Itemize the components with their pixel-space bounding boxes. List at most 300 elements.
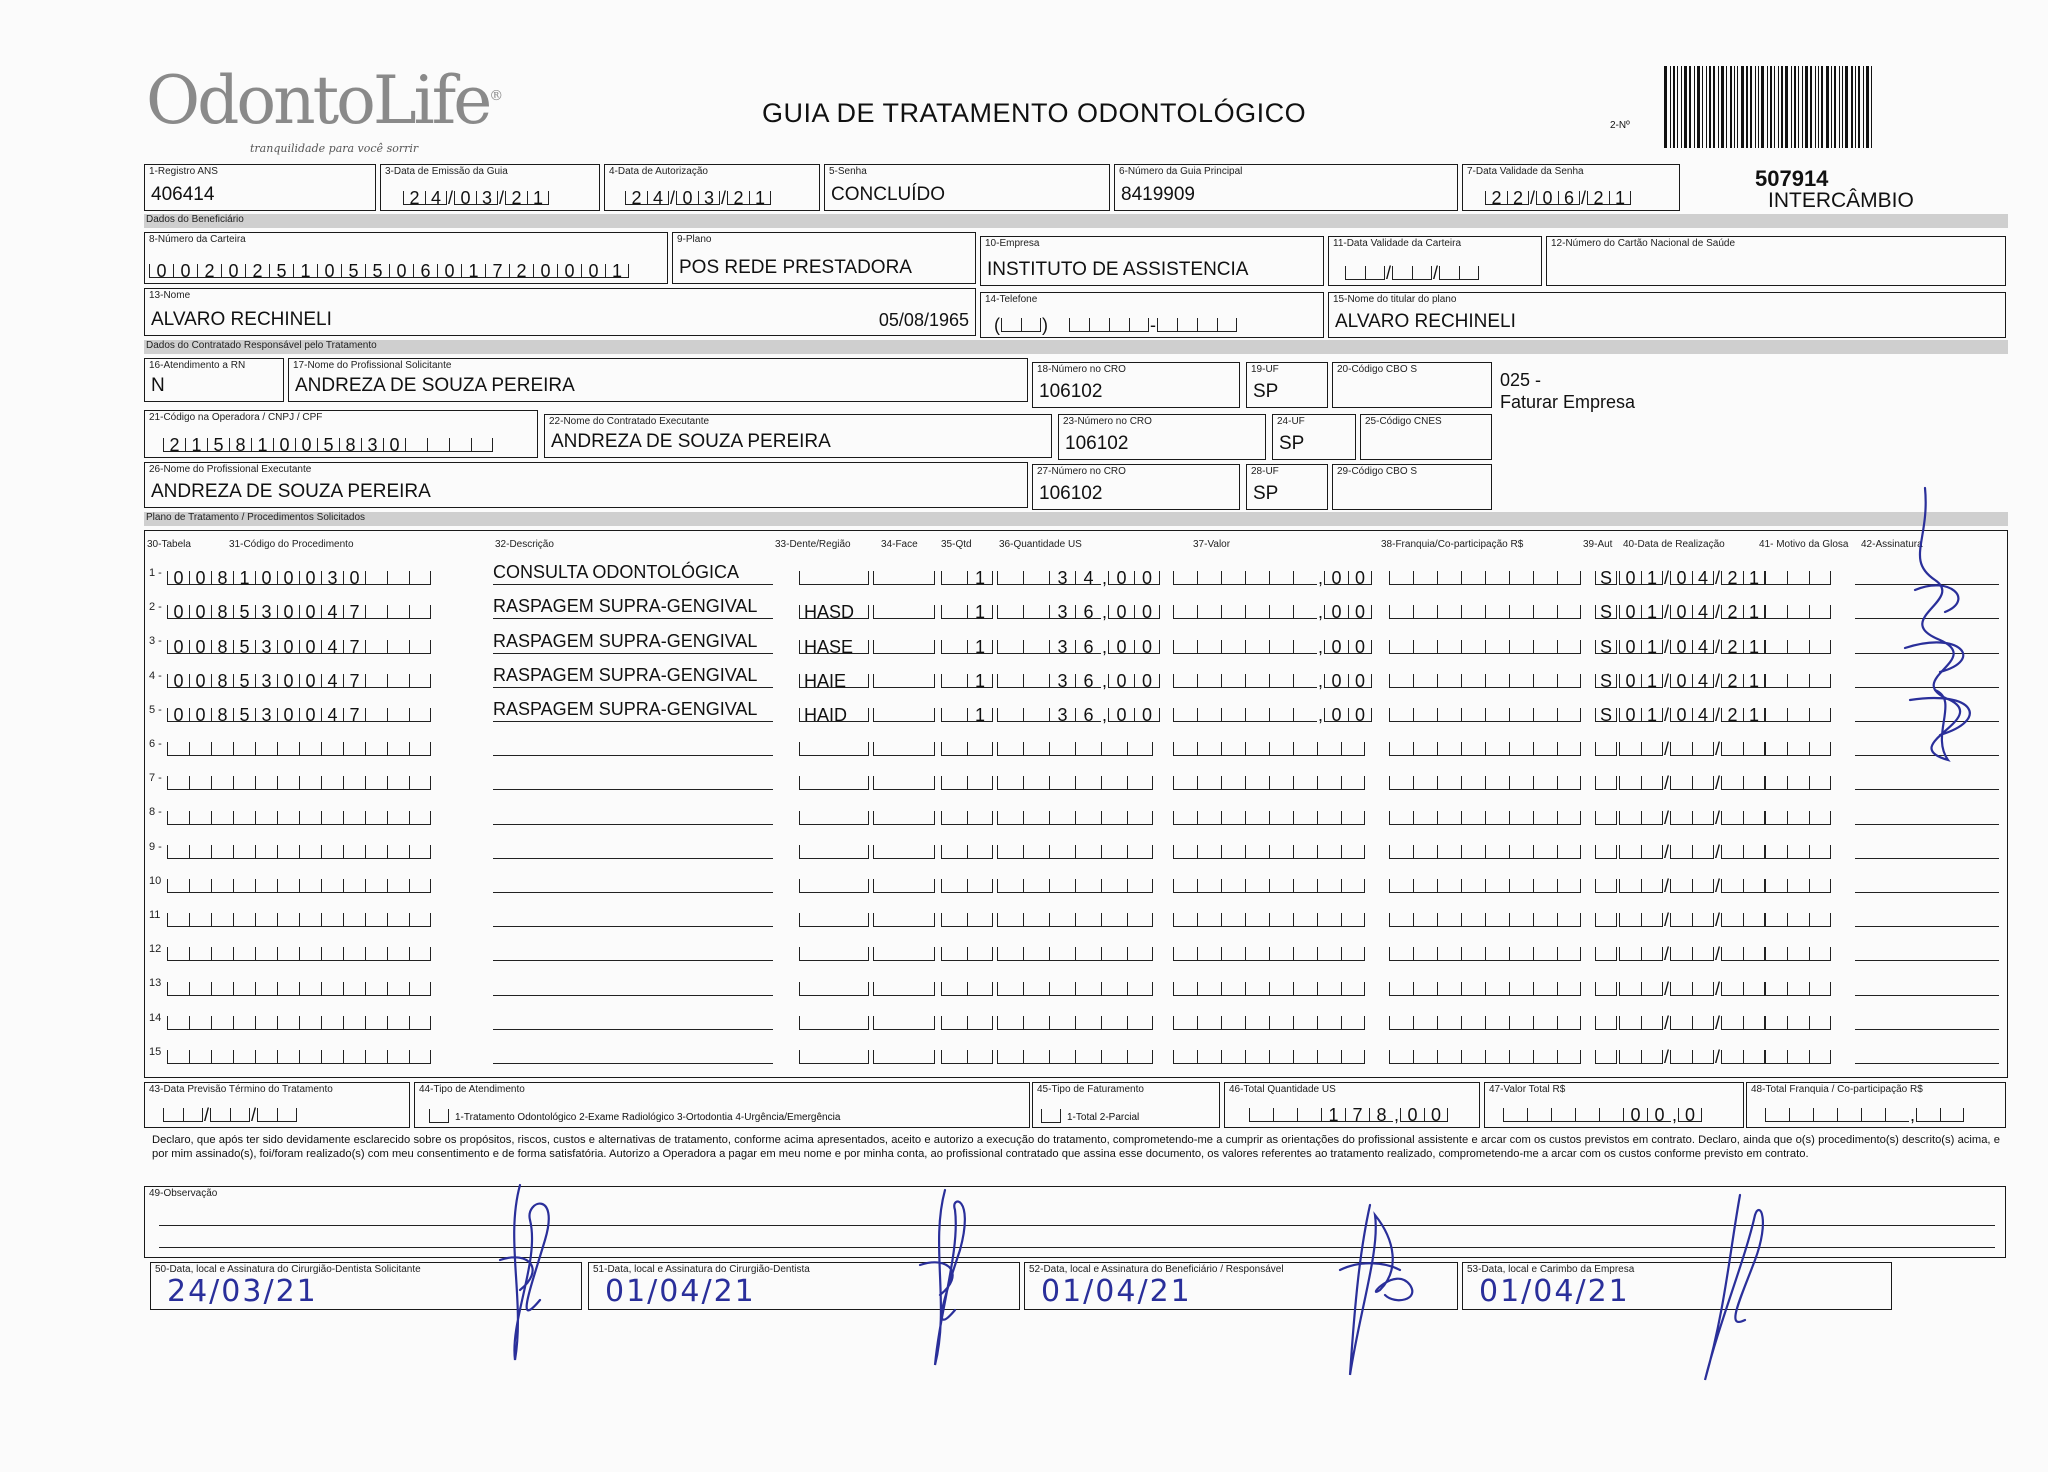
section-contratado-title: Dados do Contratado Responsável pelo Tratamento [146,340,377,351]
cell-separator: / [1715,807,1721,828]
digit-cell: 0 [273,438,295,452]
digit-cell: 0 [1134,674,1160,688]
digit-cell: 1 [1743,571,1765,585]
prof-solicitante-label: 17-Nome do Profissional Solicitante [293,360,452,371]
col-assinatura: 42-Assinatura [1861,539,1923,550]
digit-cell: 1 [1743,708,1765,722]
digit-cell: 0 [1134,708,1160,722]
digit-cell: 1 [1641,605,1663,619]
cod-operadora-label: 21-Código na Operadora / CNPJ / CPF [149,412,323,423]
cell-separator: / [1715,670,1721,691]
prof-solicitante-value: ANDREZA DE SOUZA PEREIRA [295,375,575,396]
cell-separator: , [1102,704,1108,725]
digit-cell: 0 [383,438,405,452]
data-emissao-label: 3-Data de Emissão da Guia [385,166,508,177]
digit-cell: 1 [1641,674,1663,688]
guia-principal-value: 8419909 [1121,184,1195,205]
registro-ans-value: 406414 [151,184,215,205]
tipo-faturamento-options: 1-Total 2-Parcial [1067,1112,1140,1123]
digit-cell: 0 [189,674,211,688]
digit-cell: 8 [1369,1108,1393,1122]
cell-separator: , [1318,670,1324,691]
digit-cell: 1 [1641,571,1663,585]
dente-value: HASD [799,605,869,619]
digit-cell: 0 [1647,1108,1671,1122]
digit-cell: 0 [1324,605,1348,619]
digit-cell: 1 [967,674,993,688]
digit-cell: 0 [173,264,197,278]
atendimento-rn-value: N [151,375,165,396]
digit-cell: 0 [437,264,461,278]
digit-cell: 2 [197,264,221,278]
cell-separator: / [1715,1046,1721,1067]
digit-cell: 7 [343,708,365,722]
cell-separator: / [204,1105,210,1125]
digit-cell: 1 [967,605,993,619]
digit-cell: 0 [1424,1108,1448,1122]
digit-cell: 8 [211,674,233,688]
digit-cell: 2 [1721,708,1743,722]
cbo-prof-label: 29-Código CBO S [1337,466,1418,477]
cell-separator: / [1715,568,1721,589]
cell-separator: / [1715,875,1721,896]
cell-separator: / [1664,910,1670,931]
procedure-description: RASPAGEM SUPRA-GENGIVAL [493,664,758,685]
guide-number: 507914 [1755,166,1829,191]
validade-senha-label: 7-Data Validade da Senha [1467,166,1584,177]
digit-cell: 0 [1619,571,1641,585]
cell-separator: / [1715,602,1721,623]
digit-cell: 4 [425,191,447,205]
digit-cell: 0 [1619,640,1641,654]
digit-cell: 3 [1049,708,1075,722]
cell-separator: / [1664,739,1670,760]
cell-separator: / [1715,978,1721,999]
cell-separator: / [1664,704,1670,725]
digit-cell: 0 [299,708,321,722]
digit-cell: 2 [505,191,527,205]
senha-label: 5-Senha [829,166,867,177]
digit-cell: 0 [1108,640,1134,654]
row-number: 2 - [149,601,162,614]
digit-cell: 0 [277,674,299,688]
digit-cell: 2 [163,438,185,452]
digit-cell: 7 [343,605,365,619]
digit-cell: 0 [299,571,321,585]
guide-number-label: 2-Nº [1610,120,1630,131]
signature-50 [500,1185,549,1360]
digit-cell: 0 [189,605,211,619]
cell-separator: / [1715,841,1721,862]
sig50-label: 50-Data, local e Assinatura do Cirurgião-Dentista Solicitante [155,1264,421,1275]
digit-cell: 1 [967,571,993,585]
digit-cell: 0 [189,571,211,585]
row-number: 4 - [149,669,162,682]
digit-cell: 4 [1692,708,1714,722]
digit-cell: 0 [1536,191,1558,205]
procedure-description: RASPAGEM SUPRA-GENGIVAL [493,596,758,617]
digit-cell: 0 [317,264,341,278]
col-dente: 33-Dente/Região [775,539,851,550]
digit-cell: 1 [1743,640,1765,654]
digit-cell: 0 [1670,605,1692,619]
cns-label: 12-Número do Cartão Nacional de Saúde [1551,238,1735,249]
cell-separator: , [1102,602,1108,623]
declaration-text: Declaro, que após ter sido devidamente esclarecido sobre os propósitos, riscos, custos e alternativas de tratamento, conforme acima apresentados, aceito e autorizo a execução do tratamento, comprometendo-me a cumprir as orientações do profissional assistente e arcar com os custos previstos em contrato. Declaro, ainda que o(s) procedimento(s) descrito(s) acima, e por mim assinado(s), foi/foram realizado(s) com meu consentimento e de forma satisfatória. Autorizo a Operadora a pagar em meu nome e por minha conta, ao profissional contratado que assina esse documento, os valores referentes ao tratamento realizado, comprometendo-me a arcar com os custos conforme previsto em contrato. [152,1134,2000,1160]
digit-cell: 0 [1348,605,1372,619]
digit-cell: 0 [1324,674,1348,688]
cell-separator: / [1715,1012,1721,1033]
col-qtd-us: 36-Quantidade US [999,539,1082,550]
cell-separator: / [1664,944,1670,965]
cell-separator: / [1664,636,1670,657]
cell-separator: / [1664,875,1670,896]
sig52-label: 52-Data, local e Assinatura do Beneficiário / Responsável [1029,1264,1284,1275]
digit-cell: S [1595,605,1617,619]
digit-cell: 6 [413,264,437,278]
tipo-faturamento-label: 45-Tipo de Faturamento [1037,1084,1144,1095]
digit-cell: 0 [167,640,189,654]
sig53-label: 53-Data, local e Carimbo da Empresa [1467,1264,1635,1275]
cell-separator: / [1581,188,1587,208]
registro-ans-label: 1-Registro ANS [149,166,218,177]
row-number: 15 [149,1045,162,1058]
digit-cell: 8 [211,571,233,585]
digit-cell: 3 [321,571,343,585]
row-number: 12 [149,943,162,956]
cell-separator: , [1318,602,1324,623]
digit-cell: 0 [167,605,189,619]
cell-separator: / [1664,841,1670,862]
digit-cell: S [1595,674,1617,688]
dente-value: HAID [799,708,869,722]
valor-total-label: 47-Valor Total R$ [1489,1084,1566,1095]
col-tabela: 30-Tabela [147,539,191,550]
plano-value: POS REDE PRESTADORA [679,257,912,278]
digit-cell: 1 [1641,640,1663,654]
sig51-label: 51-Data, local e Assinatura do Cirurgião-Dentista [593,1264,810,1275]
digit-cell: 6 [1075,605,1101,619]
digit-cell: 0 [676,191,698,205]
digit-cell: 0 [189,640,211,654]
signature-52 [1340,1205,1412,1375]
digit-cell: 0 [1348,571,1372,585]
digit-cell: 2 [625,191,647,205]
digit-cell: 0 [1400,1108,1424,1122]
senha-value: CONCLUÍDO [831,184,946,205]
row-number: 8 - [149,806,162,819]
guia-principal-label: 6-Número da Guia Principal [1119,166,1243,177]
digit-cell: 0 [1108,708,1134,722]
uf-prof-value: SP [1253,483,1279,504]
cell-separator: / [1664,670,1670,691]
digit-cell: 0 [1670,640,1692,654]
form-title: GUIA DE TRATAMENTO ODONTOLÓGICO [762,98,1307,128]
observacao-label: 49-Observação [149,1188,218,1199]
digit-cell: 1 [1743,605,1765,619]
digit-cell: 6 [1075,640,1101,654]
digit-cell: 0 [1324,571,1348,585]
digit-cell: 2 [1485,191,1507,205]
digit-cell: 0 [1619,674,1641,688]
col-franquia: 38-Franquia/Co-participação R$ [1381,539,1524,550]
col-motivo-glosa: 41- Motivo da Glosa [1759,539,1849,550]
carteira-label: 8-Número da Carteira [149,234,246,245]
digit-cell: S [1595,640,1617,654]
digit-cell: 7 [1345,1108,1369,1122]
validade-carteira-label: 11-Data Validade da Carteira [1333,238,1462,249]
digit-cell: 3 [255,674,277,688]
cell-separator: / [1664,568,1670,589]
digit-cell: 0 [221,264,245,278]
digit-cell: 4 [321,708,343,722]
digit-cell: 2 [727,191,749,205]
digit-cell: 1 [967,708,993,722]
digit-cell: 3 [1049,605,1075,619]
digit-cell: 0 [1678,1108,1702,1122]
logo-text: OdontoLife [146,62,490,139]
sig52-date: 01/04/21 [1041,1274,1192,1309]
col-data-realizacao: 40-Data de Realização [1623,539,1725,550]
digit-cell: 4 [1692,640,1714,654]
dente-value: HAIE [799,674,869,688]
digit-cell: 0 [1134,640,1160,654]
titular-label: 15-Nome do titular do plano [1333,294,1457,305]
procedure-description: RASPAGEM SUPRA-GENGIVAL [493,630,758,651]
row-number: 3 - [149,635,162,648]
cnes-label: 25-Código CNES [1365,416,1442,427]
digit-cell: 8 [339,438,361,452]
section-beneficiario-title: Dados do Beneficiário [146,214,244,225]
uf-sol-value: SP [1253,381,1279,402]
cro-exec-label: 23-Número no CRO [1063,416,1152,427]
digit-cell: 0 [255,571,277,585]
digit-cell: 2 [1721,571,1743,585]
digit-cell: 0 [1670,674,1692,688]
guide-type: INTERCÂMBIO [1768,189,1914,212]
digit-cell: 4 [1692,605,1714,619]
data-autorizacao-label: 4-Data de Autorização [609,166,708,177]
digit-cell: 0 [277,640,299,654]
cell-separator: / [1715,704,1721,725]
digit-cell: 0 [1134,571,1160,585]
digit-cell: 0 [1670,708,1692,722]
cell-separator: / [1715,910,1721,931]
cell-separator: / [1433,263,1439,283]
col-valor: 37-Valor [1193,539,1231,550]
digit-cell: 3 [255,708,277,722]
digit-cell: 4 [1692,571,1714,585]
digit-cell: 0 [1324,708,1348,722]
row-number: 9 - [149,840,162,853]
uf-prof-label: 28-UF [1251,466,1279,477]
digit-cell: 3 [255,640,277,654]
digit-cell: 0 [167,571,189,585]
digit-cell: 2 [1587,191,1609,205]
col-face: 34-Face [881,539,918,550]
row-number: 14 [149,1011,162,1024]
contratado-exec-value: ANDREZA DE SOUZA PEREIRA [551,431,831,452]
cro-prof-value: 106102 [1039,483,1103,504]
previsao-label: 43-Data Previsão Término do Tratamento [149,1084,333,1095]
digit-cell: 0 [295,438,317,452]
nome-value: ALVARO RECHINELI [151,309,332,330]
cro-sol-label: 18-Número no CRO [1037,364,1126,375]
section-plano-title: Plano de Tratamento / Procedimentos Solicitados [146,512,366,523]
row-number: 6 - [149,738,162,750]
total-franquia-label: 48-Total Franquia / Co-participação R$ [1751,1084,1923,1095]
digit-cell: 2 [245,264,269,278]
digit-cell: 2 [1721,605,1743,619]
telefone-label: 14-Telefone [985,294,1038,305]
logo-tagline: tranquilidade para você sorrir [250,142,419,155]
digit-cell: 0 [1108,605,1134,619]
cell-separator: , [1394,1105,1400,1125]
digit-cell: 0 [343,571,365,585]
cell-separator: / [1715,773,1721,794]
digit-cell: 0 [299,674,321,688]
digit-cell: 5 [341,264,365,278]
digit-cell: 6 [1558,191,1580,205]
titular-value: ALVARO RECHINELI [1335,311,1516,332]
prof-exec-value: ANDREZA DE SOUZA PEREIRA [151,481,431,502]
digit-cell: 2 [1507,191,1529,205]
digit-cell: 0 [277,605,299,619]
digit-cell: 1 [1321,1108,1345,1122]
col-aut: 39-Aut [1583,539,1613,550]
procedure-description: CONSULTA ODONTOLÓGICA [493,562,740,583]
digit-cell: 5 [233,674,255,688]
cell-separator: , [1318,636,1324,657]
row-number: 5 - [149,703,162,716]
contratado-exec-label: 22-Nome do Contratado Executante [549,416,710,427]
digit-cell: 4 [1075,571,1101,585]
cell-separator: / [670,188,676,208]
digit-cell: 3 [476,191,498,205]
digit-cell: 1 [293,264,317,278]
digit-cell: 0 [1324,640,1348,654]
digit-cell: 7 [485,264,509,278]
phone-paren: ( [994,315,1000,335]
cell-separator: - [1150,315,1156,335]
empresa-value: INSTITUTO DE ASSISTENCIA [987,259,1249,280]
digit-cell: 0 [454,191,476,205]
digit-cell: 0 [189,708,211,722]
digit-cell: 0 [167,708,189,722]
digit-cell: 0 [1619,708,1641,722]
birth-date: 05/08/1965 [878,310,969,330]
digit-cell: 1 [461,264,485,278]
digit-cell: 0 [1348,674,1372,688]
digit-cell: 0 [1108,674,1134,688]
digit-cell: 4 [321,674,343,688]
atendimento-rn-label: 16-Atendimento a RN [149,360,246,371]
digit-cell: 7 [343,640,365,654]
cell-separator: , [1102,670,1108,691]
digit-cell: 1 [1641,708,1663,722]
digit-cell: 0 [149,264,173,278]
cell-separator: / [1530,188,1536,208]
uf-exec-value: SP [1279,433,1305,454]
digit-cell: 3 [361,438,383,452]
nome-label: 13-Nome [149,290,191,301]
signature-53 [1705,1195,1763,1380]
phone-paren: ) [1042,315,1048,335]
digit-cell: 4 [321,605,343,619]
digit-cell: 3 [698,191,720,205]
plano-label: 9-Plano [677,234,712,245]
col-qtd: 35-Qtd [941,539,972,550]
signature-column-scribble [1905,488,1970,760]
digit-cell: 5 [233,640,255,654]
digit-cell: 2 [509,264,533,278]
digit-cell: 0 [299,640,321,654]
digit-cell: 3 [1049,674,1075,688]
cbo-sol-label: 20-Código CBO S [1337,364,1418,375]
digit-cell: 3 [1049,571,1075,585]
cell-separator: / [1664,773,1670,794]
row-number: 11 [149,909,161,921]
cell-separator: / [1664,807,1670,828]
prof-exec-label: 26-Nome do Profissional Executante [149,464,312,475]
digit-cell: 0 [533,264,557,278]
digit-cell: 0 [277,571,299,585]
row-number: 1 - [149,567,162,579]
cell-separator: , [1318,568,1324,589]
cell-separator: / [721,188,727,208]
digit-cell: 8 [229,438,251,452]
cell-separator: / [1715,739,1721,760]
digit-cell: 5 [317,438,339,452]
digit-cell: 8 [211,708,233,722]
sig53-date: 01/04/21 [1479,1274,1630,1309]
digit-cell: 1 [233,571,255,585]
row-number: 10 [149,874,162,887]
cro-sol-value: 106102 [1039,381,1103,402]
cell-separator: / [448,188,454,208]
side-note-billing: Faturar Empresa [1500,392,1636,412]
digit-cell: 2 [1721,640,1743,654]
digit-cell: 1 [749,191,771,205]
digit-cell: 0 [1623,1108,1647,1122]
digit-cell: 0 [1619,605,1641,619]
cro-exec-value: 106102 [1065,433,1129,454]
sig51-date: 01/04/21 [605,1274,756,1309]
tipo-atendimento-options: 1-Tratamento Odontológico 2-Exame Radiológico 3-Ortodontia 4-Urgência/Emergência [455,1112,841,1123]
digit-cell: 6 [1075,708,1101,722]
cell-separator: , [1672,1105,1678,1125]
digit-cell: 0 [557,264,581,278]
cell-separator: , [1102,636,1108,657]
cell-separator: , [1910,1105,1916,1125]
digit-cell: S [1595,708,1617,722]
digit-cell: 5 [269,264,293,278]
signature-51 [920,1190,965,1365]
digit-cell: 0 [1348,708,1372,722]
total-us-label: 46-Total Quantidade US [1229,1084,1336,1095]
tipo-atendimento-label: 44-Tipo de Atendimento [419,1084,525,1095]
digit-cell: 5 [207,438,229,452]
digit-cell: 0 [277,708,299,722]
digit-cell: 1 [1743,674,1765,688]
digit-cell: 4 [1692,674,1714,688]
digit-cell: 0 [299,605,321,619]
dente-value: HASE [799,640,869,654]
digit-cell: 1 [1609,191,1631,205]
cell-separator: / [1715,944,1721,965]
digit-cell: 0 [167,674,189,688]
cell-separator: / [499,188,505,208]
